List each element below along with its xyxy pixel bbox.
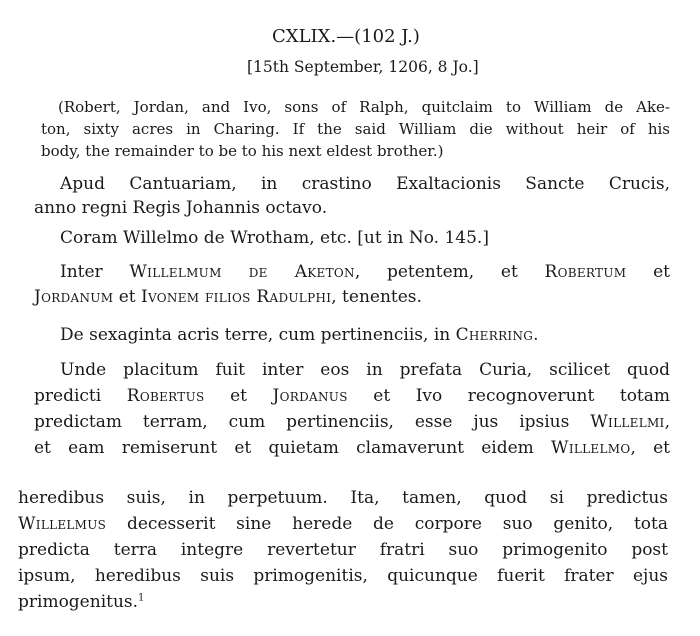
- party-name: Jordanus: [272, 386, 348, 406]
- text-line: Apud Cantuariam, in crastino Exaltacionis Sancte Crucis,: [60, 174, 670, 194]
- party-name: Willelmum de Aketon: [129, 262, 355, 282]
- text-line: predicta terra integre revertetur fratri suo primogenito post: [18, 540, 668, 560]
- text-fragment: decesserit sine herede de corpore suo genito, tota: [126, 514, 669, 534]
- paragraph-land: [60, 325, 539, 345]
- summary-line: (Robert, Jordan, and Ivo, sons of Ralph, quitclaim to William de Ake-: [58, 98, 670, 116]
- text-fragment: primogenitus.: [18, 592, 139, 612]
- text-line: [18, 514, 668, 534]
- footnote-marker: 1: [138, 592, 145, 604]
- text-fragment: predictam terram, cum pertinenciis, esse jus ipsius: [34, 412, 570, 432]
- text-fragment: et eam remiserunt et quietam clamaverunt eidem: [34, 438, 534, 458]
- text-line: ipsum, heredibus suis primogenitis, quicunque fuerit frater ejus: [18, 566, 668, 586]
- text-line: [18, 592, 144, 612]
- party-name: Willelmus: [18, 514, 107, 534]
- party-name: Jordanum: [34, 287, 114, 307]
- party-name: Robertum: [544, 262, 627, 282]
- text-fragment: et: [118, 287, 136, 307]
- text-line: [34, 438, 670, 458]
- text-fragment: .: [533, 325, 539, 345]
- text-fragment: , et: [630, 438, 670, 458]
- text-fragment: et Ivo recognoverunt totam: [373, 386, 671, 406]
- summary-line: ton, sixty acres in Charing. If the said William die without heir of his: [41, 120, 670, 138]
- text-line: [34, 287, 422, 307]
- place-name: Cherring: [455, 325, 534, 345]
- text-line: [60, 262, 670, 282]
- text-fragment: et: [230, 386, 247, 406]
- party-name: Robertus: [126, 386, 205, 406]
- text-line: heredibus suis, in perpetuum. Ita, tamen, quod si predictus: [18, 488, 668, 508]
- party-name: Willelmi: [590, 412, 665, 432]
- charter-heading: CXLIX.—(102 J.): [272, 26, 420, 47]
- paragraph-coram: Coram Willelmo de Wrotham, etc. [ut in No. 145.]: [60, 228, 489, 248]
- party-name: Ivonem filios Radulphi: [141, 287, 332, 307]
- text-fragment: et: [653, 262, 670, 282]
- text-line: Unde placitum fuit inter eos in prefata Curia, scilicet quod: [60, 360, 670, 380]
- text-fragment: predicti: [34, 386, 102, 406]
- charter-dateline: [15th September, 1206, 8 Jo.]: [247, 58, 479, 76]
- text-line: anno regni Regis Johannis octavo.: [34, 198, 328, 218]
- summary-line: body, the remainder to be to his next eldest brother.): [41, 142, 444, 160]
- text-fragment: , petentem, et: [354, 262, 518, 282]
- text-fragment: , tenentes.: [331, 287, 422, 307]
- text-line: [34, 386, 670, 406]
- party-name: Willelmo: [551, 438, 631, 458]
- text-fragment: ,: [664, 412, 670, 432]
- text-fragment: Inter: [60, 262, 103, 282]
- text-line: [34, 412, 670, 432]
- text-fragment: De sexaginta acris terre, cum pertinenciis, in: [60, 325, 451, 345]
